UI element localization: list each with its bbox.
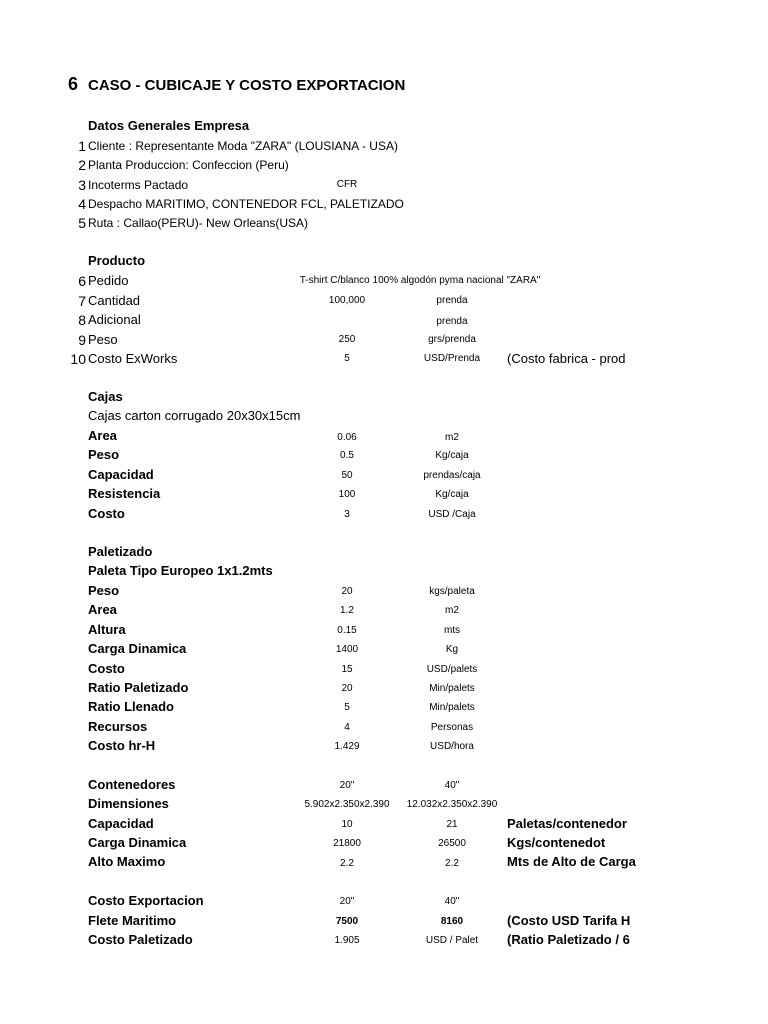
row-unit: Min/palets bbox=[429, 702, 475, 713]
row-value-20: 21800 bbox=[333, 838, 361, 849]
row-value: 20 bbox=[341, 683, 353, 694]
row-value-40: 8160 bbox=[440, 916, 464, 927]
row-value: 1.429 bbox=[334, 741, 360, 752]
row-unit: kgs/paleta bbox=[429, 586, 475, 597]
table-row bbox=[0, 697, 768, 717]
row-value-40: 26500 bbox=[438, 838, 466, 849]
table-row bbox=[0, 194, 768, 214]
section-exportacion-heading: Costo Exportacion bbox=[88, 893, 204, 908]
section-general-heading: Datos Generales Empresa bbox=[88, 118, 250, 133]
row-label: Costo hr-H bbox=[88, 738, 156, 753]
row-value: 0.5 bbox=[340, 450, 354, 461]
row-value: CFR bbox=[336, 179, 358, 190]
row-label: Peso bbox=[88, 332, 118, 347]
table-row bbox=[0, 852, 768, 872]
row-note: Paletas/contenedor bbox=[507, 816, 627, 831]
row-label: Ratio Llenado bbox=[88, 699, 174, 714]
row-label: Pedido bbox=[88, 273, 129, 288]
table-row bbox=[0, 911, 768, 931]
subheading-row bbox=[0, 406, 768, 426]
section-contenedores-heading: Contenedores bbox=[88, 777, 176, 792]
row-value: 4 bbox=[344, 722, 350, 733]
table-row bbox=[0, 330, 768, 350]
row-label: Resistencia bbox=[88, 486, 161, 501]
table-row bbox=[0, 794, 768, 814]
section-header-row bbox=[0, 387, 768, 407]
row-number: 10 bbox=[70, 351, 86, 367]
paleta-description: Paleta Tipo Europeo 1x1.2mts bbox=[88, 563, 273, 578]
page-title: CASO - CUBICAJE Y COSTO EXPORTACION bbox=[88, 77, 406, 94]
row-label: Incoterms Pactado bbox=[88, 178, 189, 192]
table-row bbox=[0, 426, 768, 446]
row-note: Mts de Alto de Carga bbox=[507, 854, 636, 869]
row-unit: prendas/caja bbox=[423, 470, 481, 481]
row-label: Peso bbox=[88, 583, 120, 598]
table-row bbox=[0, 833, 768, 853]
row-value: 5 bbox=[344, 353, 350, 364]
row-number: 5 bbox=[78, 215, 86, 231]
subheading-row bbox=[0, 561, 768, 581]
row-label: Altura bbox=[88, 622, 126, 637]
cajas-description: Cajas carton corrugado 20x30x15cm bbox=[88, 408, 301, 423]
row-label: Carga Dinamica bbox=[88, 835, 187, 850]
row-label: Capacidad bbox=[88, 467, 154, 482]
row-unit: USD/hora bbox=[430, 741, 474, 752]
row-label: Ratio Paletizado bbox=[88, 680, 189, 695]
row-label: Dimensiones bbox=[88, 796, 169, 811]
row-unit: prenda bbox=[436, 316, 468, 327]
section-header-row bbox=[0, 542, 768, 562]
table-row bbox=[0, 659, 768, 679]
table-row bbox=[0, 175, 768, 195]
section-producto-heading: Producto bbox=[88, 253, 146, 268]
row-label: Adicional bbox=[88, 312, 141, 327]
row-unit: USD/Prenda bbox=[423, 353, 481, 364]
row-label: Capacidad bbox=[88, 816, 154, 831]
row-value-20: 10 bbox=[341, 819, 353, 830]
row-number: 2 bbox=[78, 157, 86, 173]
table-row bbox=[0, 814, 768, 834]
column-header-40: 40" bbox=[444, 896, 460, 907]
table-row bbox=[0, 213, 768, 233]
row-value: 3 bbox=[344, 509, 350, 520]
case-number: 6 bbox=[68, 74, 79, 94]
row-value: 1.2 bbox=[340, 605, 354, 616]
table-row bbox=[0, 678, 768, 698]
table-row bbox=[0, 349, 768, 369]
table-row bbox=[0, 136, 768, 156]
row-unit: mts bbox=[443, 625, 461, 636]
row-value-20: 7500 bbox=[335, 916, 359, 927]
row-value: 100 bbox=[338, 489, 356, 500]
table-row bbox=[0, 310, 768, 330]
table-row bbox=[0, 736, 768, 756]
row-number: 4 bbox=[78, 196, 86, 212]
row-value-20: 1.905 bbox=[334, 935, 360, 946]
table-row bbox=[0, 581, 768, 601]
row-value: 15 bbox=[341, 664, 353, 675]
row-unit: Kg/caja bbox=[435, 489, 469, 500]
row-label: Flete Maritimo bbox=[88, 913, 177, 928]
column-header-20: 20" bbox=[339, 896, 355, 907]
row-number: 3 bbox=[78, 177, 86, 193]
row-unit: m2 bbox=[445, 432, 459, 443]
section-paletizado-heading: Paletizado bbox=[88, 544, 153, 559]
row-unit: Personas bbox=[430, 722, 474, 733]
row-value: 5 bbox=[344, 702, 350, 713]
row-value: 0.15 bbox=[337, 625, 357, 636]
row-unit: USD/palets bbox=[426, 664, 478, 675]
table-row bbox=[0, 271, 768, 291]
row-label: Costo bbox=[88, 506, 125, 521]
table-row bbox=[0, 445, 768, 465]
row-label: Cliente : Representante Moda "ZARA" (LOUSIANA - USA) bbox=[88, 139, 398, 153]
row-value: 250 bbox=[338, 334, 356, 345]
table-row bbox=[0, 600, 768, 620]
row-value: 0.06 bbox=[337, 432, 357, 443]
row-note: Kgs/contenedot bbox=[507, 835, 606, 850]
row-unit: Kg/caja bbox=[435, 450, 469, 461]
row-label: Costo Paletizado bbox=[88, 932, 193, 947]
row-number: 1 bbox=[78, 138, 86, 154]
row-note: (Ratio Paletizado / 6 bbox=[507, 932, 630, 947]
table-row bbox=[0, 930, 768, 950]
column-header-20: 20" bbox=[339, 780, 355, 791]
row-label: Area bbox=[88, 428, 117, 443]
row-note: (Costo fabrica - prod bbox=[507, 351, 626, 366]
row-label: Carga Dinamica bbox=[88, 641, 187, 656]
row-label: Ruta : Callao(PERU)- New Orleans(USA) bbox=[88, 216, 309, 230]
row-value: 100,000 bbox=[328, 295, 366, 306]
row-unit: prenda bbox=[436, 295, 468, 306]
section-header-row bbox=[0, 891, 768, 911]
row-number: 7 bbox=[78, 293, 86, 309]
table-row bbox=[0, 291, 768, 311]
section-header-row bbox=[0, 251, 768, 271]
row-unit: USD / Palet bbox=[425, 935, 479, 946]
table-row bbox=[0, 465, 768, 485]
row-value: 20 bbox=[341, 586, 353, 597]
table-row bbox=[0, 717, 768, 737]
row-unit: Min/palets bbox=[429, 683, 475, 694]
row-value-20: 5.902x2.350x2.390 bbox=[304, 799, 390, 810]
section-cajas-heading: Cajas bbox=[88, 389, 123, 404]
row-label: Alto Maximo bbox=[88, 854, 166, 869]
table-row bbox=[0, 155, 768, 175]
row-number: 8 bbox=[78, 312, 86, 328]
row-value-40: 12.032x2.350x2.390 bbox=[406, 799, 498, 810]
row-value: T-shirt C/blanco 100% algodón pyma nacional "ZARA" bbox=[299, 275, 541, 286]
row-label: Costo bbox=[88, 661, 125, 676]
row-label: Despacho MARITIMO, CONTENEDOR FCL, PALETIZADO bbox=[88, 197, 404, 211]
row-value-40: 2.2 bbox=[445, 858, 459, 869]
row-value-20: 2.2 bbox=[340, 858, 354, 869]
row-note: (Costo USD Tarifa H bbox=[507, 913, 631, 928]
table-row bbox=[0, 620, 768, 640]
row-value: 1400 bbox=[335, 644, 359, 655]
row-unit: grs/prenda bbox=[428, 334, 476, 345]
table-row bbox=[0, 504, 768, 524]
row-unit: Kg bbox=[445, 644, 459, 655]
row-unit: m2 bbox=[445, 605, 459, 616]
row-label: Costo ExWorks bbox=[88, 351, 178, 366]
column-header-40: 40" bbox=[444, 780, 460, 791]
table-row bbox=[0, 639, 768, 659]
row-label: Area bbox=[88, 602, 117, 617]
row-label: Cantidad bbox=[88, 293, 141, 308]
row-unit: USD /Caja bbox=[428, 509, 476, 520]
row-value: 50 bbox=[341, 470, 353, 481]
row-number: 9 bbox=[78, 332, 86, 348]
row-number: 6 bbox=[78, 273, 86, 289]
table-row bbox=[0, 484, 768, 504]
row-label: Planta Produccion: Confeccion (Peru) bbox=[88, 158, 289, 172]
row-label: Peso bbox=[88, 447, 120, 462]
section-header-row bbox=[0, 116, 768, 136]
row-value-40: 21 bbox=[446, 819, 458, 830]
row-label: Recursos bbox=[88, 719, 148, 734]
section-header-row bbox=[0, 775, 768, 795]
